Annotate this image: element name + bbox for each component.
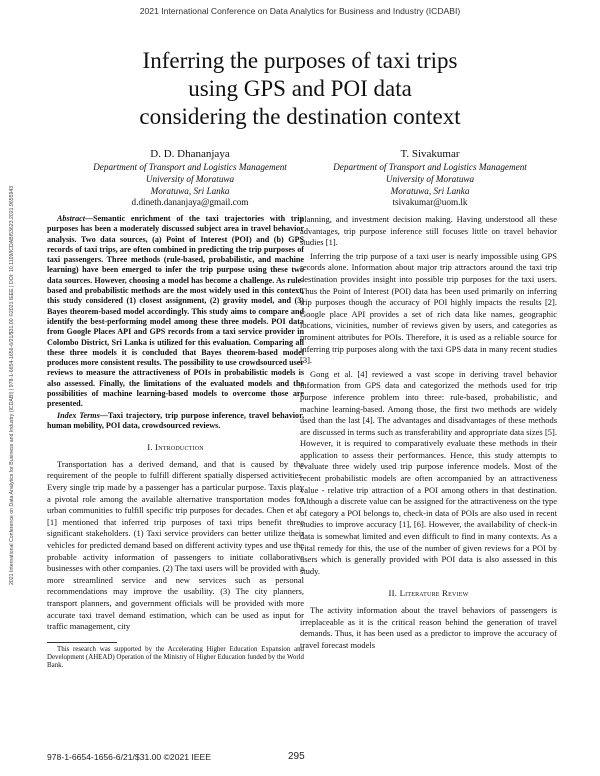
left-column bbox=[47, 214, 304, 671]
index-terms-dash: — bbox=[99, 410, 108, 420]
author-name: T. Sivakumar bbox=[400, 148, 460, 160]
author-block-2 bbox=[300, 148, 560, 209]
author-university: University of Moratuwa bbox=[145, 173, 235, 184]
abstract-text: Semantic enrichment of the taxi trajectories with trip purposes has been a moderately discussed subject area in travel behavior analysis. Two data sources, (a) Point of Interest (POI) and (b) GPS records of taxi trips, are often combined in predicting the trip purposes of taxi passengers. Three methods (rule-based, probabilistic, and machine learning) have been emerged to infer the trip purpose using these two data sources. However, choosing a model has become a challenge. As rule-based and probabilistic methods are the most widely used in this context, this study considered (1) closest assignment, (2) gravity model, and (3) Bayes theorem-based model accordingly. This study aims to compare and identify the best-performing model among these three models. POI data from Google Places API and GPS records from a taxi service provider in Colombo District, Sri Lanka is utilized for this evaluation. Comparing all these three models it is concluded that Bayes theorem-based model produces more consistent results. The possibility to use crowdsourced user reviews to measure the attractiveness of POIs in probabilistic models is also assessed. Finally, the limitations of the evaluated models and the possibilities of machine learning-based models to overcome those are presented. bbox=[47, 214, 304, 409]
funding-footnote: This research was supported by the Accelerating Higher Education Expansion and Development (AHEAD) Operation of the Ministry of Higher Education funded by the World Bank. bbox=[47, 645, 304, 670]
page-number: 295 bbox=[288, 751, 305, 762]
paragraph-methods: Gong et al. [4] reviewed a vast scope in deriving travel behavior information from GPS data and categorized the methods used for trip purpose inference problem into three: rule-based, probabilistic, and machine learning-based. Among those, the first two methods are widely used than the last [4]. The advantages and disadvantages of these methods are discussed in terms such as transferability and appropriate data sizes [5]. However, it is required to comparatively evaluate these methods in their application to assess their performances. Hence, this study attempts to evaluate three widely used trip purpose inference models. Most of the recent probabilistic models are often accompanied by an attractiveness value - relative trip attraction of a POI among others in that destination. Although a discrete value can be assigned for the attractiveness on the type of category a POI belongs to, check-in data of POIs are also used in recent studies to improve accuracy [1], [6]. However, the availability of check-in data is somewhat limited and even difficult to find in many contexts. As a vital remedy for this, the use of the number of given reviews for a POI by users which is generally provided with POI data is also assessed in this study. bbox=[300, 368, 557, 576]
author-location: Moratuwa, Sri Lanka bbox=[390, 185, 470, 196]
author-email[interactable]: d.dineth.dananjaya@gmail.com bbox=[131, 197, 249, 208]
title-line-2: using GPS and POI data bbox=[188, 76, 412, 101]
section-heading-introduction: I. Introduction bbox=[147, 442, 204, 453]
continued-paragraph: planning, and investment decision making. Having understood all these advantages, trip purpose inference still focuses little on travel behavior studies [1]. bbox=[300, 214, 557, 248]
introduction-paragraph: Transportation has a derived demand, and that is caused by the requirement of the people to fulfill different spatially dispersed activities. Every single trip made by a passenger has a particular purpose. Taxis play a pivotal role among the available alternative transportation modes for urban communities to fulfill specific trip purposes for decades. Chen et al. [1] mentioned that inferred trip purposes of taxi trips benefit three significant stakeholders. (1) Taxi service providers can better utilize their vehicles for predicted demand based on different activity types and use the probable activity information of passengers to initiate collaborative businesses with other companies. (2) The taxi users will be provided with a more streamlined service and new services such as personal recommendations may improve the usability. (3) The city planners, transport planners, and government officials will be provided with more accurate taxi travel demand estimation, which can be used as input for traffic management, city bbox=[47, 458, 304, 632]
section-heading-literature-review: II. Literature Review bbox=[388, 588, 469, 599]
index-terms bbox=[47, 411, 304, 432]
author-block-1 bbox=[60, 148, 320, 209]
index-terms-label: Index Terms bbox=[57, 410, 100, 420]
author-location: Moratuwa, Sri Lanka bbox=[150, 185, 230, 196]
author-department: Department of Transport and Logistics Management bbox=[333, 162, 527, 172]
title-line-1: Inferring the purposes of taxi trips bbox=[142, 48, 458, 73]
literature-paragraph: The activity information about the travel behaviors of passengers is irreplaceable as it is the critical reason behind the generation of travel demands. Thus, it has been used as a predictor to improve the accuracy of travel forecast models bbox=[300, 605, 557, 650]
sidebar-citation: 2021 International Conference on Data Analytics for Business and Industry (ICDABI) | 978-1-6654-1656-6/21/$31.00 ©2021 IEEE | DOI: 10.1109/ICDABI53623.2021.9655943 bbox=[9, 185, 15, 585]
footer-isbn: 978-1-6654-1656-6/21/$31.00 ©2021 IEEE bbox=[47, 752, 212, 762]
author-department: Department of Transport and Logistics Management bbox=[93, 162, 287, 172]
right-column bbox=[300, 214, 557, 651]
author-email[interactable]: tsivakumar@uom.lk bbox=[392, 197, 468, 208]
abstract-dash: — bbox=[85, 214, 94, 223]
conference-header: 2021 International Conference on Data Analytics for Business and Industry (ICDABI) bbox=[139, 6, 461, 16]
author-university: University of Moratuwa bbox=[385, 173, 475, 184]
index-terms-text: Taxi trajectory, trip purpose inference, travel behavior, human mobility, POI data, crowdsourced reviews. bbox=[47, 410, 304, 430]
footnote-divider bbox=[47, 642, 117, 643]
title-line-3: considering the destination context bbox=[139, 104, 461, 129]
paper-title bbox=[60, 47, 540, 131]
author-name: D. D. Dhananjaya bbox=[150, 148, 230, 160]
abstract-label: Abstract bbox=[57, 214, 85, 223]
abstract bbox=[47, 214, 304, 410]
paragraph-poi: Inferring the trip purpose of a taxi user is nearly impossible using GPS records alone. Information about major trip attractors around the taxi trip destination provides insight into possible trip purposes for the taxi users. Thus the Point of Interest (POI) data has been used primarily on inferring trip purposes though the accuracy of POI highly impacts the results [2]. Google place API provides a set of rich data like names, geographic locations, vicinities, number of reviews given by users, and categories as prominent attributes for POIs. Therefore, it is used as a reliable source for inferring trip purposes along with the taxi GPS data in many recent studies [3]. bbox=[300, 250, 557, 366]
